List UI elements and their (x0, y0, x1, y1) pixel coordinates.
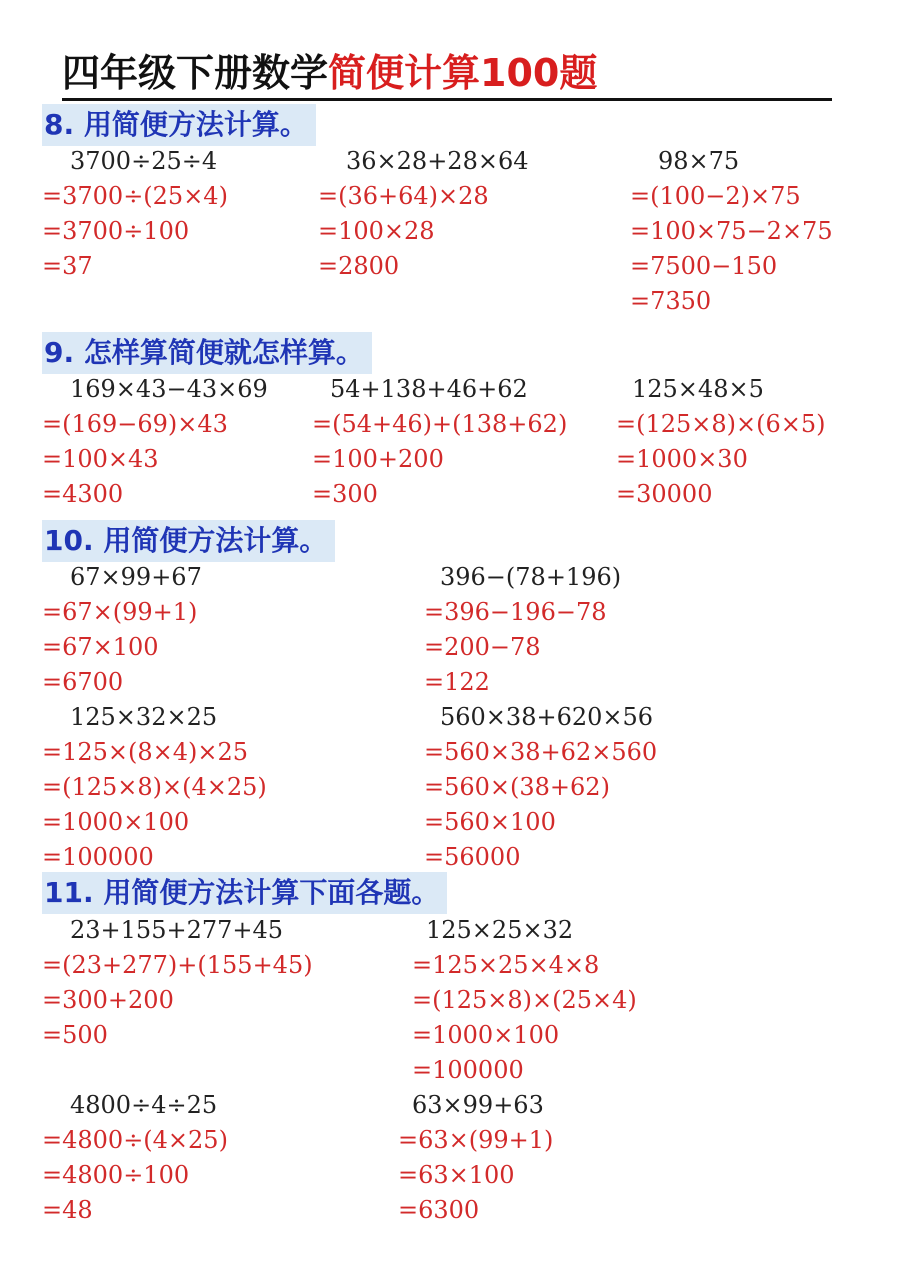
problem-11-1 (42, 913, 313, 1053)
step: =560×38+62×560 (424, 738, 658, 766)
step: =56000 (424, 843, 521, 871)
step: =200−78 (424, 633, 541, 661)
problem-8-3 (630, 144, 833, 319)
step: =63×(99+1) (398, 1126, 554, 1154)
question: 169×43−43×69 (70, 375, 268, 403)
question: 560×38+620×56 (440, 703, 654, 731)
question: 125×25×32 (426, 916, 574, 944)
question: 54+138+46+62 (330, 375, 528, 403)
step: =48 (42, 1196, 93, 1224)
problem-10-3 (42, 700, 267, 875)
step: =4300 (42, 480, 124, 508)
step: =7350 (630, 287, 712, 315)
step: =125×(8×4)×25 (42, 738, 249, 766)
question: 67×99+67 (70, 563, 202, 591)
step: =100000 (42, 843, 154, 871)
problem-10-4 (424, 700, 657, 875)
step: =4800÷(4×25) (42, 1126, 228, 1154)
step: =1000×30 (616, 445, 748, 473)
section-heading-11: 11. 用简便方法计算下面各题。 (42, 872, 447, 914)
step: =7500−150 (630, 252, 778, 280)
step: =63×100 (398, 1161, 515, 1189)
step: =(100−2)×75 (630, 182, 801, 210)
step: =100000 (412, 1056, 524, 1084)
problem-10-2 (424, 560, 621, 700)
problem-9-3 (616, 372, 826, 512)
step: =(125×8)×(25×4) (412, 986, 637, 1014)
step: =1000×100 (412, 1021, 560, 1049)
question: 98×75 (658, 147, 740, 175)
question: 396−(78+196) (440, 563, 622, 591)
step: =4800÷100 (42, 1161, 190, 1189)
step: =560×100 (424, 808, 556, 836)
step: =(36+64)×28 (318, 182, 489, 210)
problem-10-1 (42, 560, 202, 700)
question: 4800÷4÷25 (70, 1091, 218, 1119)
question: 3700÷25÷4 (70, 147, 218, 175)
step: =560×(38+62) (424, 773, 610, 801)
step: =6700 (42, 668, 124, 696)
step: =396−196−78 (424, 598, 607, 626)
step: =37 (42, 252, 93, 280)
step: =125×25×4×8 (412, 951, 600, 979)
problem-11-2 (412, 913, 637, 1088)
question: 125×48×5 (632, 375, 764, 403)
title-part-2: 简便计算100题 (328, 51, 598, 95)
step: =3700÷(25×4) (42, 182, 228, 210)
step: =300+200 (42, 986, 174, 1014)
problem-8-1 (42, 144, 228, 284)
section-heading-8: 8. 用简便方法计算。 (42, 104, 316, 146)
step: =1000×100 (42, 808, 190, 836)
page-title (62, 48, 832, 101)
title-part-1: 四年级下册数学 (62, 51, 329, 95)
step: =100×75−2×75 (630, 217, 833, 245)
question: 23+155+277+45 (70, 916, 284, 944)
problem-9-2 (312, 372, 567, 512)
section-heading-9: 9. 怎样算简便就怎样算。 (42, 332, 372, 374)
step: =(169−69)×43 (42, 410, 228, 438)
step: =67×100 (42, 633, 159, 661)
step: =(125×8)×(4×25) (42, 773, 267, 801)
section-heading-10: 10. 用简便方法计算。 (42, 520, 335, 562)
question: 63×99+63 (412, 1091, 544, 1119)
step: =(125×8)×(6×5) (616, 410, 826, 438)
step: =67×(99+1) (42, 598, 198, 626)
step: =100×28 (318, 217, 435, 245)
question: 125×32×25 (70, 703, 218, 731)
step: =3700÷100 (42, 217, 190, 245)
step: =100+200 (312, 445, 444, 473)
step: =2800 (318, 252, 400, 280)
question: 36×28+28×64 (346, 147, 529, 175)
step: =30000 (616, 480, 713, 508)
problem-11-3 (42, 1088, 228, 1228)
problem-11-4 (398, 1088, 553, 1228)
problem-8-2 (318, 144, 528, 284)
step: =300 (312, 480, 378, 508)
problem-9-1 (42, 372, 268, 512)
step: =122 (424, 668, 490, 696)
step: =500 (42, 1021, 108, 1049)
step: =(23+277)+(155+45) (42, 951, 313, 979)
step: =(54+46)+(138+62) (312, 410, 568, 438)
step: =6300 (398, 1196, 480, 1224)
step: =100×43 (42, 445, 159, 473)
